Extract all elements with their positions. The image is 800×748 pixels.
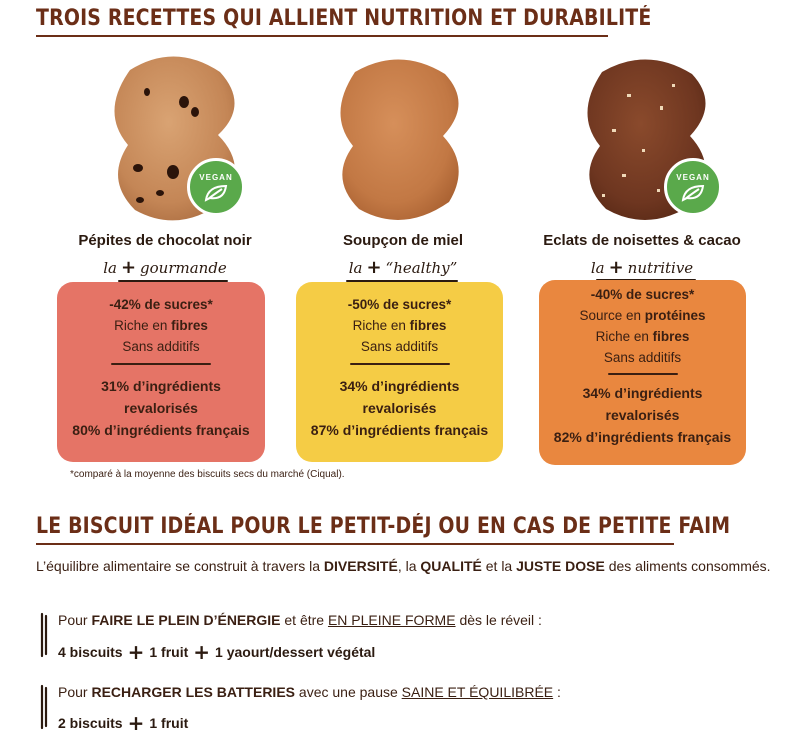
protein-line <box>539 305 746 326</box>
tag-suffix: gourmande <box>140 259 227 277</box>
tag-suffix: nutritive <box>627 259 694 277</box>
vegan-badge-label: VEGAN <box>199 172 233 182</box>
revalorised-line: 31% d’ingrédients <box>101 378 221 394</box>
recipe-tagline <box>283 257 523 278</box>
tip-text: : <box>553 684 561 700</box>
line-text: Riche en <box>595 329 653 344</box>
intro-text: et la <box>481 558 517 574</box>
quote-bar-icon <box>40 612 49 658</box>
recipe-tagline <box>522 257 762 278</box>
tag-prefix: la <box>348 259 363 277</box>
sugar-reduction: -50% de sucres* <box>347 297 452 312</box>
revalorised-line: revalorisés <box>362 400 437 416</box>
revalorised-line: revalorisés <box>605 407 680 423</box>
intro-paragraph <box>36 556 776 576</box>
line-bold: protéines <box>644 308 706 323</box>
cookie-image-honey <box>325 54 475 229</box>
plus-icon: + <box>120 257 137 278</box>
tip-text: avec une pause <box>295 684 402 700</box>
card-divider <box>608 373 678 375</box>
title-underline <box>36 543 674 545</box>
additives-line: Sans additifs <box>360 339 439 354</box>
tip-text: et être <box>280 612 328 628</box>
recharge-combo <box>58 711 188 735</box>
section-title-recipes: TROIS RECETTES QUI ALLIENT NUTRITION ET DURABILITÉ <box>36 6 652 31</box>
intro-emphasis: DIVERSITÉ <box>323 558 398 574</box>
tag-prefix: la <box>103 259 117 277</box>
recipe-name: Eclats de noisettes & cacao <box>543 232 741 249</box>
recipe-name: Pépites de chocolat noir <box>78 232 252 249</box>
plus-icon: + <box>127 711 145 735</box>
intro-text: des aliments consommés. <box>604 558 771 574</box>
french-ingredients-line: 82% d’ingrédients français <box>553 429 732 445</box>
nutrition-card <box>296 282 503 462</box>
tip-emphasis: RECHARGER LES BATTERIES <box>91 684 296 700</box>
vegan-badge <box>664 158 722 216</box>
leaf-icon <box>204 184 228 202</box>
fibre-line <box>296 315 503 336</box>
vegan-badge-label: VEGAN <box>676 172 710 182</box>
footnote: *comparé à la moyenne des biscuits secs du marché (Ciqual). <box>70 469 345 480</box>
vegan-badge <box>187 158 245 216</box>
line-bold: fibres <box>409 318 447 333</box>
tip-text: Pour <box>58 684 92 700</box>
line-bold: fibres <box>652 329 690 344</box>
tip-underlined: EN PLEINE FORME <box>327 612 456 628</box>
intro-emphasis: JUSTE DOSE <box>516 558 605 574</box>
additives-line: Sans additifs <box>122 339 200 354</box>
tag-suffix: “healthy” <box>385 259 458 277</box>
fibre-line <box>539 326 746 347</box>
plus-icon: + <box>608 257 624 278</box>
revalorised-line: revalorisés <box>124 400 198 416</box>
line-text: Source en <box>579 308 645 323</box>
additives-line: Sans additifs <box>603 350 682 365</box>
combo-item: 4 biscuits <box>58 644 123 660</box>
french-ingredients-line: 80% d’ingrédients français <box>72 422 250 438</box>
tag-prefix: la <box>590 259 605 277</box>
tip-text: Pour <box>58 612 92 628</box>
revalorised-line: 34% d’ingrédients <box>339 378 460 394</box>
sugar-reduction: -42% de sucres* <box>109 297 213 312</box>
combo-item: 1 fruit <box>149 715 189 731</box>
tip-recharge-text <box>58 684 561 700</box>
recipe-tagline <box>45 257 285 278</box>
leaf-icon <box>681 184 705 202</box>
recipe-name: Soupçon de miel <box>342 232 463 249</box>
intro-text: , la <box>397 558 421 574</box>
nutrition-card <box>57 282 265 462</box>
tip-underlined: SAINE ET ÉQUILIBRÉE <box>401 684 554 700</box>
plus-icon: + <box>366 257 382 278</box>
intro-text: L’équilibre alimentaire se construit à travers la <box>36 558 324 574</box>
title-underline <box>36 35 608 37</box>
combo-item: 2 biscuits <box>58 715 123 731</box>
card-divider <box>350 363 450 365</box>
section-title-breakfast: LE BISCUIT IDÉAL POUR LE PETIT-DÉJ OU EN CAS DE PETITE FAIM <box>36 514 731 539</box>
line-bold: fibres <box>171 318 208 333</box>
card-divider <box>111 363 211 365</box>
intro-emphasis: QUALITÉ <box>420 558 482 574</box>
line-text: Riche en <box>114 318 172 333</box>
combo-item: 1 fruit <box>149 644 189 660</box>
quote-bar-icon <box>40 684 49 730</box>
energy-combo <box>58 640 375 664</box>
fibre-line <box>57 315 265 336</box>
line-text: Riche en <box>352 318 410 333</box>
french-ingredients-line: 87% d’ingrédients français <box>310 422 489 438</box>
combo-item: 1 yaourt/dessert végétal <box>215 644 376 660</box>
tip-text: dès le réveil : <box>455 612 542 628</box>
sugar-reduction: -40% de sucres* <box>590 287 695 302</box>
revalorised-line: 34% d’ingrédients <box>582 385 703 401</box>
tip-energy-text <box>58 612 542 628</box>
plus-icon: + <box>127 640 145 664</box>
nutrition-card <box>539 280 746 465</box>
tip-emphasis: FAIRE LE PLEIN D’ÉNERGIE <box>91 612 281 628</box>
plus-icon: + <box>193 640 211 664</box>
